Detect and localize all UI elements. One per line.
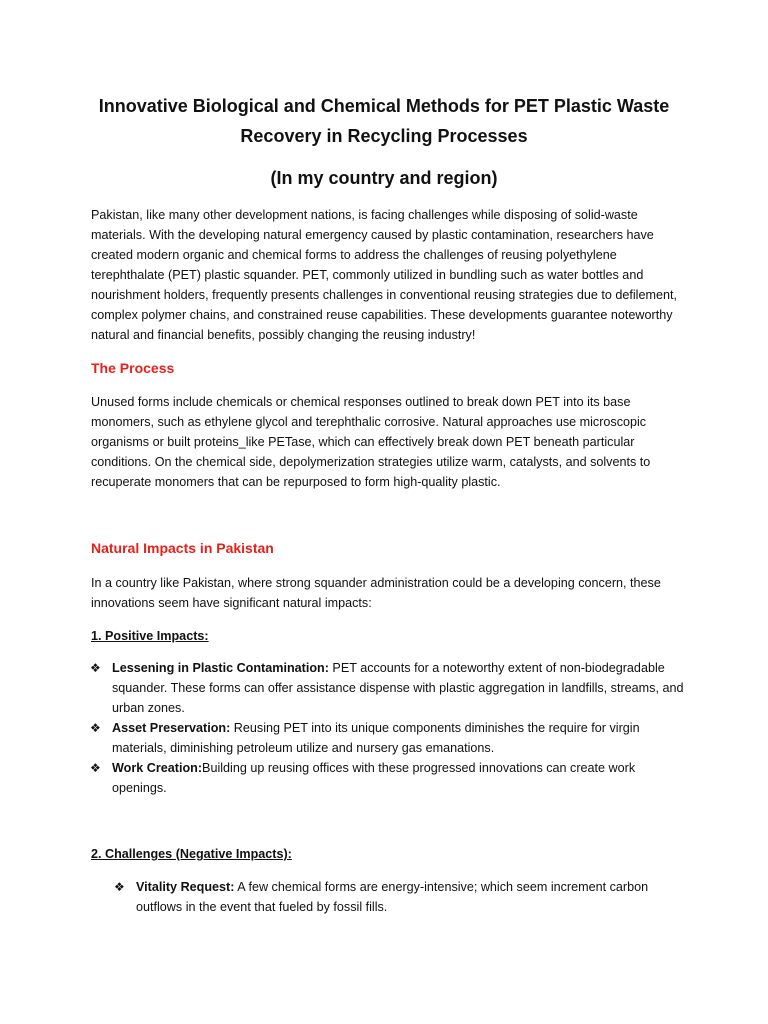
diamond-bullet-icon: ❖ — [90, 661, 101, 675]
diamond-bullet-icon: ❖ — [90, 721, 101, 735]
list-item — [90, 718, 684, 758]
list-item-label: Asset Preservation: — [112, 721, 231, 735]
list-item — [90, 758, 684, 798]
list-item-label: Vitality Request: — [136, 880, 235, 894]
diamond-bullet-icon: ❖ — [90, 761, 101, 775]
diamond-bullet-icon: ❖ — [114, 880, 125, 894]
negative-impacts-heading: 2. Challenges (Negative Impacts): — [91, 847, 292, 861]
list-item-text: Building up reusing offices with these progressed innovations can create work openings. — [112, 761, 636, 795]
impacts-paragraph: In a country like Pakistan, where strong squander administration could be a developing concern, these innovations seem have significant natural impacts: — [91, 576, 661, 610]
positive-impacts-heading: 1. Positive Impacts: — [91, 629, 209, 643]
list-item — [90, 658, 684, 718]
negative-impacts-list — [114, 877, 674, 917]
process-paragraph: Unused forms include chemicals or chemical responses outlined to break down PET into its base monomers, such as ethylene glycol and terephthalic corrosive. Natural approaches use microscopic organisms or built proteins_like PETase, which can effectively break down PET beneath particular conditions. On the chemical side, depolymerization strategies utilize warm, catalysts, and solvents to recuperate monomers that can be repurposed to form high-quality plastic. — [91, 395, 651, 489]
intro-paragraph: Pakistan, like many other development nations, is facing challenges while disposing of solid-waste materials. With the developing natural emergency caused by plastic contamination, researchers have created modern organic and chemical forms to address the challenges of reusing polyethylene terephthalate (PET) plastic squander. PET, commonly utilized in bundling such as water bottles and nourishment holders, frequently presents challenges in conventional reusing strategies due to defilement, complex polymer chains, and constrained reuse capabilities. These developments guarantee noteworthy natural and financial benefits, possibly changing the reusing industry! — [91, 208, 677, 342]
document-title: Innovative Biological and Chemical Methods for PET Plastic Waste Recovery in Recycling Processes — [98, 96, 670, 146]
list-item — [114, 877, 674, 917]
list-item-label: Work Creation: — [112, 761, 203, 775]
list-item-text: Reusing PET into its unique components diminishes the require for virgin materials, diminishing petroleum utilize and nursery gas emanations. — [112, 721, 640, 755]
impacts-heading: Natural Impacts in Pakistan — [91, 540, 274, 556]
list-item-text: A few chemical forms are energy-intensive; which seem increment carbon outflows in the event that fueled by fossil fills. — [136, 880, 649, 914]
process-heading: The Process — [91, 360, 175, 376]
document-subtitle: (In my country and region) — [270, 168, 498, 188]
list-item-label: Lessening in Plastic Contamination: — [112, 661, 329, 675]
list-item-text: PET accounts for a noteworthy extent of non-biodegradable squander. These forms can offer assistance dispense with plastic aggregation in landfills, streams, and urban zones. — [112, 661, 684, 715]
positive-impacts-list — [90, 658, 684, 798]
